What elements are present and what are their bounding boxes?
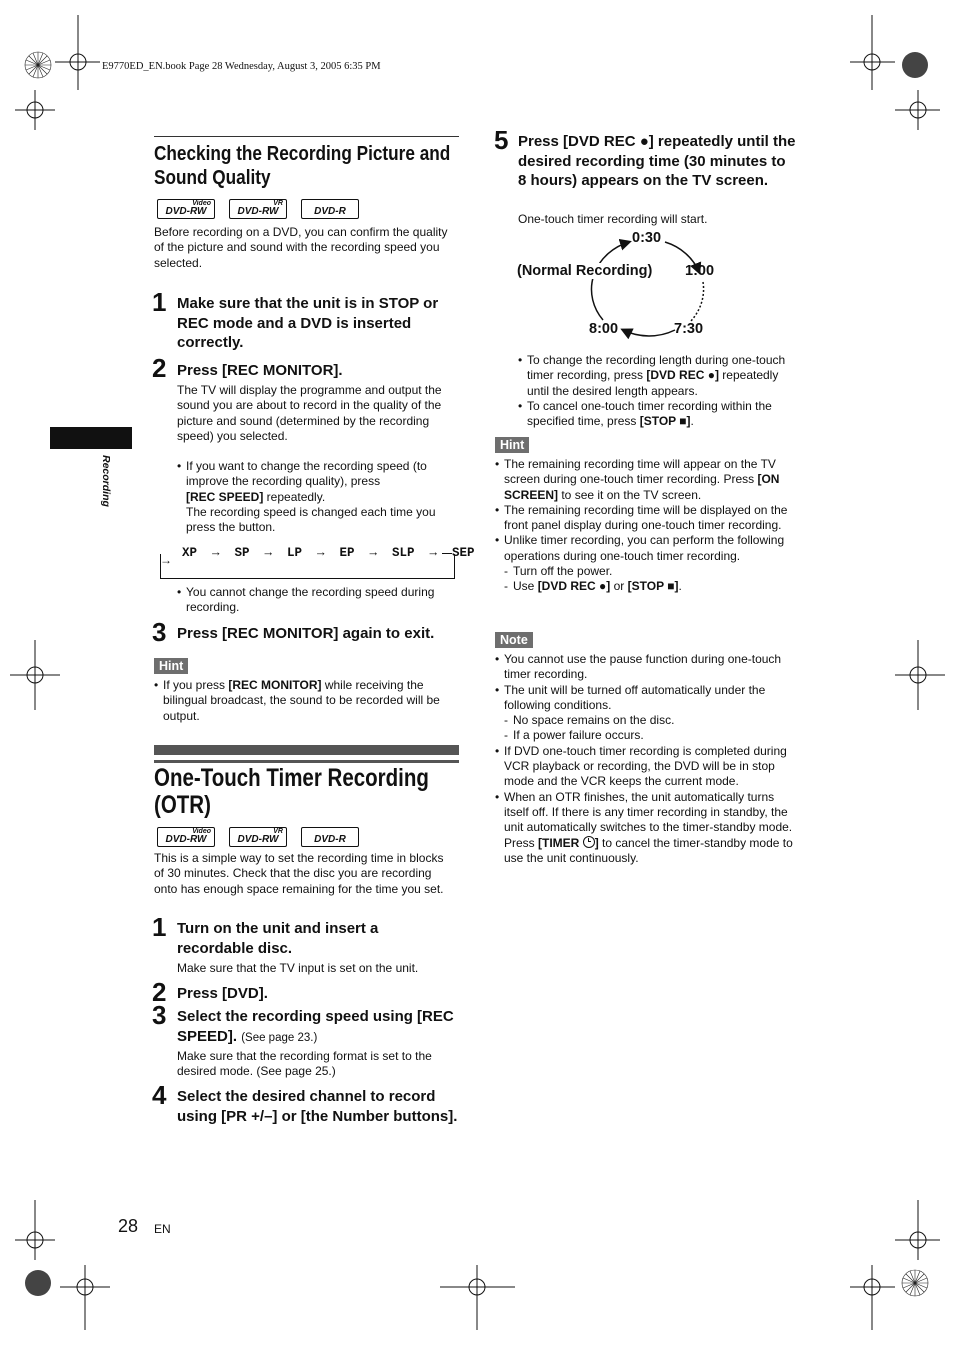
print-header: E9770ED_EN.book Page 28 Wednesday, August 3, 2005 6:35 PM (102, 61, 381, 72)
cycle-label-normal: (Normal Recording) (517, 263, 653, 279)
note-list: • You cannot use the pause function during one-touch timer recording. • The unit will be turned off automatically under the following conditions. - No space remains on the disc. - If a power failure occurs. • If DVD one-touch timer recording is completed during VCR playback or recording, the DVD will be in stop mode and the VCR keeps the current mode. • When an OTR finishes, the unit automatically turns itself off. If there is any timer recording in standby, the unit automatically switches to the timer-standby mode. Press [TIMER ] to cancel the timer-standby mode to use the unit continuously. (495, 652, 793, 865)
bullet-item: • To change the recording length during one-touch timer recording, press [DVD REC ●] repeatedly until the desired length appears. (518, 353, 786, 398)
step-description: One-touch timer recording will start. (518, 212, 708, 226)
cycle-label-7-30: 7:30 (674, 321, 704, 337)
step-instruction: Press [REC MONITOR] again to exit. (177, 625, 435, 642)
dvd-rw-vr-logo: VR DVD-RW (229, 827, 287, 847)
step-number: 4 (152, 1080, 167, 1110)
hint-label: Hint (154, 658, 188, 674)
section-title: Checking the Recording Picture and Sound Quality (154, 143, 451, 189)
step-description: Make sure that the TV input is set on the unit. (177, 961, 419, 975)
note-label: Note (495, 632, 533, 648)
cycle-label-1-00: 1:00 (685, 263, 715, 279)
step-instruction: Select the desired channel to record using [PR +/–] or [the Number buttons]. (177, 1088, 458, 1125)
speed-cycle: XP → SP → LP → EP → SLP → SEP (182, 546, 475, 560)
section-tab (50, 427, 132, 449)
dvd-r-logo: DVD-R (301, 199, 359, 219)
language-code: EN (154, 1222, 171, 1236)
step-instruction: Turn on the unit and insert a recordable disc. (177, 920, 379, 957)
step-number: 2 (152, 353, 167, 383)
step-description: Make sure that the recording format is set to the desired mode. (See page 25.) (177, 1049, 432, 1079)
step-number: 2 (152, 977, 167, 1007)
dvd-rw-vr-logo: VR DVD-RW (229, 199, 287, 219)
step-number: 1 (152, 912, 167, 942)
section-intro: This is a simple way to set the recording time in blocks of 30 minutes. Check that the disc you are recording onto has enough space remaining for the time you set. (154, 851, 444, 896)
step-number: 1 (152, 287, 167, 317)
section-intro: Before recording on a DVD, you can confirm the quality of the picture and sound with the recording speed you selected. (154, 225, 448, 270)
hint-item: • If you press [REC MONITOR] while receiving the bilingual broadcast, the sound to be recorded will be output. (154, 678, 440, 723)
hint-list: • The remaining recording time will appear on the TV screen during one-touch timer recording. Press [ON SCREEN] to see it on the TV screen. • The remaining recording time will be displayed on the front panel display during one-touch timer recording. • Unlike timer recording, you can perform the following operations during one-touch timer recording. - Turn off the power. - Use [DVD REC ●] or [STOP ■]. (495, 457, 788, 594)
hint-label: Hint (495, 437, 529, 453)
step-number: 3 (152, 1000, 167, 1030)
dvd-rw-video-logo: Video DVD-RW (157, 199, 215, 219)
step-instruction: Select the recording speed using [REC SPEED]. (See page 23.) (177, 1008, 454, 1045)
timer-clock-icon (583, 836, 595, 848)
cycle-label-0-30: 0:30 (632, 230, 662, 246)
section-bar (154, 745, 459, 755)
step-number: 3 (152, 617, 167, 647)
step-instruction: Press [DVD REC ●] repeatedly until the desired recording time (30 minutes to 8 hours) appears on the TV screen. (518, 133, 796, 189)
section-title: One-Touch Timer Recording (OTR) (154, 764, 429, 819)
dvd-r-logo: DVD-R (301, 827, 359, 847)
bullet-item: • You cannot change the recording speed during recording. (177, 585, 435, 615)
bullet-item: • If you want to change the recording speed (to improve the recording quality), press [REC SPEED] repeatedly. The recording speed is changed each time you press the button. (177, 459, 436, 535)
arrow-icon: → (160, 553, 172, 567)
bullet-item: • To cancel one-touch timer recording within the specified time, press [STOP ■]. (518, 399, 772, 429)
section-tab-label: Recording (100, 455, 112, 507)
step-instruction: Press [REC MONITOR]. (177, 362, 343, 379)
speed-cycle-tail (442, 553, 452, 554)
step-number: 5 (494, 125, 509, 155)
section-bar-line (154, 760, 459, 763)
section-rule (154, 136, 459, 137)
step-instruction: Press [DVD]. (177, 985, 268, 1002)
step-instruction: Make sure that the unit is in STOP or REC mode and a DVD is inserted correctly. (177, 295, 439, 351)
dvd-rw-video-logo: Video DVD-RW (157, 827, 215, 847)
cycle-label-8-00: 8:00 (589, 321, 619, 337)
page-number: 28 (118, 1216, 139, 1236)
step-description: The TV will display the programme and output the sound you are about to record in the quality of the picture and sound (determined by the recording speed) you selected. (177, 383, 442, 443)
